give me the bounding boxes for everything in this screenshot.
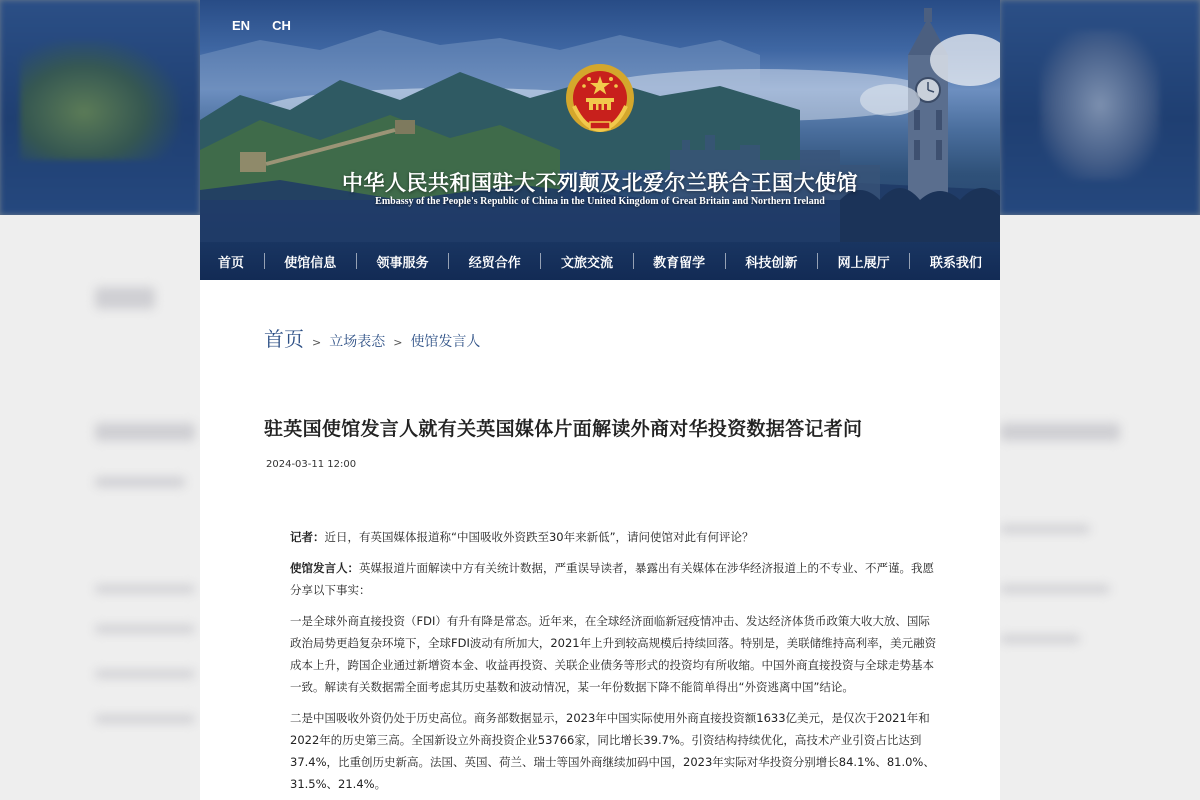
question-label: 记者： xyxy=(290,530,325,544)
backdrop-right xyxy=(1000,0,1200,800)
nav-divider xyxy=(909,253,910,269)
backdrop-left xyxy=(0,0,200,800)
question-text: 近日，有英国媒体报道称“中国吸收外资跌至30年来新低”，请问使馆对此有何评论？ xyxy=(324,530,754,544)
answer-paragraph xyxy=(266,557,940,601)
nav-divider xyxy=(817,253,818,269)
nav-item-contact[interactable]: 联系我们 xyxy=(929,255,982,271)
nav-item-culture[interactable]: 文旅交流 xyxy=(560,255,613,271)
nav-item-consular[interactable]: 领事服务 xyxy=(376,255,429,271)
lang-ch-link[interactable]: CH xyxy=(272,18,291,33)
breadcrumb-spokesperson-link[interactable]: 使馆发言人 xyxy=(410,334,481,350)
nav-item-embassy-info[interactable]: 使馆信息 xyxy=(284,255,337,271)
nav-divider xyxy=(356,253,357,269)
article-date: 2024-03-11 12:00 xyxy=(266,459,357,470)
nav-divider xyxy=(448,253,449,269)
article-title: 驻英国使馆发言人就有关英国媒体片面解读外商对华投资数据答记者问 xyxy=(264,418,863,440)
landscape-illustration xyxy=(200,0,1000,280)
header-banner xyxy=(200,0,1000,280)
breadcrumb-home-link[interactable]: 首页 xyxy=(264,327,304,351)
nav-item-home[interactable]: 首页 xyxy=(218,255,245,271)
main-nav xyxy=(200,242,1000,280)
site-title: 中华人民共和国驻大不列颠及北爱尔兰联合王国大使馆 xyxy=(342,170,858,195)
nav-divider xyxy=(264,253,265,269)
national-emblem-icon xyxy=(564,62,636,134)
question-paragraph xyxy=(266,526,940,548)
nav-divider xyxy=(633,253,634,269)
answer-label: 使馆发言人： xyxy=(290,561,359,575)
breadcrumb-position-link[interactable]: 立场表态 xyxy=(329,334,386,350)
paragraph-2: 二是中国吸收外资仍处于历史高位。商务部数据显示，2023年中国实际使用外商直接投资额1633亿美元，是仅次于2021年和2022年的历史第三高。全国新设立外商投资企业53766家，同比增长39.7%。引资结构持续优化，高技术产业引资占比达到37.4%，比重创历史新高。法国、英国、荷兰、瑞士等国外商继续加码中国，2023年实际对华投资分别增长84.1%、81.0%、31.5%、21.4%。 xyxy=(290,711,935,791)
nav-divider xyxy=(725,253,726,269)
page xyxy=(200,0,1000,800)
nav-item-trade[interactable]: 经贸合作 xyxy=(468,255,521,271)
nav-divider xyxy=(540,253,541,269)
breadcrumb-separator: > xyxy=(312,336,322,349)
nav-item-exhibition[interactable]: 网上展厅 xyxy=(837,255,890,271)
breadcrumb-separator: > xyxy=(393,336,403,349)
nav-item-education[interactable]: 教育留学 xyxy=(653,255,706,271)
breadcrumb xyxy=(264,323,480,352)
lang-en-link[interactable]: EN xyxy=(232,18,251,33)
answer-text: 英媒报道片面解读中方有关统计数据，严重误导读者，暴露出有关媒体在涉华经济报道上的不专业、不严谨。我愿分享以下事实： xyxy=(290,561,934,597)
paragraph-1: 一是全球外商直接投资（FDI）有升有降是常态。近年来，在全球经济面临新冠疫情冲击、发达经济体货币政策大收大放、国际政治局势更趋复杂环境下，全球FDI波动有所加大，2021年上升到较高规模后持续回落。特别是，美联储维持高利率，美元融资成本上升，跨国企业通过新增资本金、收益再投资、关联企业债务等形式的投资均有所收缩。中国外商直接投资与全球走势基本一致。解读有关数据需全面考虑其历史基数和波动情况，某一年份数据下降不能简单得出“外资逃离中国”结论。 xyxy=(290,614,937,694)
site-subtitle: Embassy of the People's Republic of China in the United Kingdom of Great Britain and Northern Ireland xyxy=(375,196,825,207)
article-body xyxy=(266,526,940,800)
language-switch xyxy=(232,18,291,33)
nav-item-science[interactable]: 科技创新 xyxy=(745,255,798,271)
